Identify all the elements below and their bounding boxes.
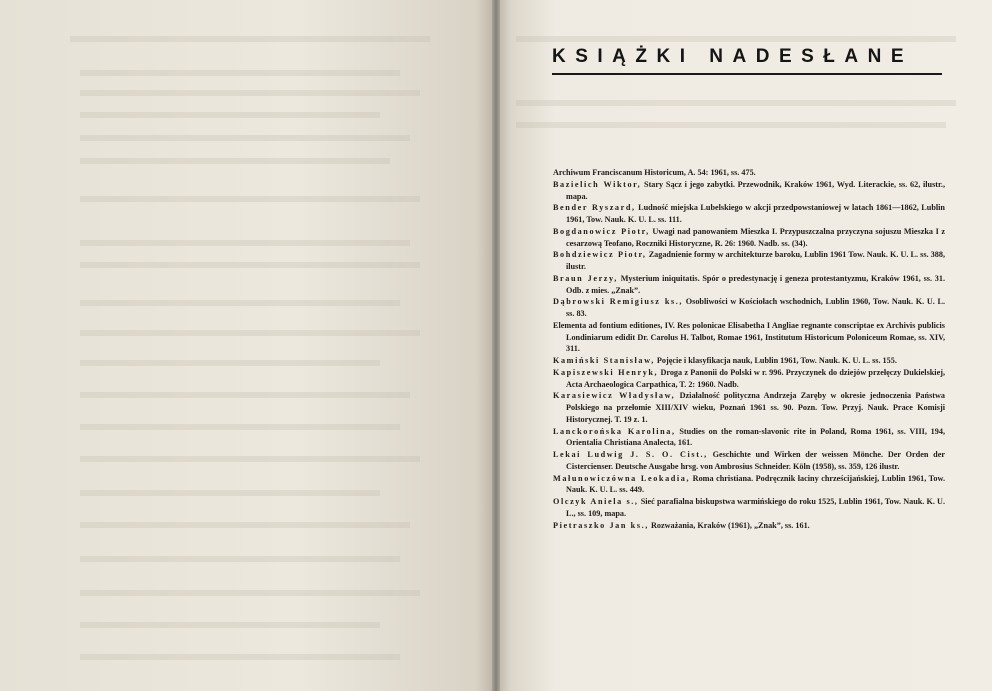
entry-author: Braun Jerzy, [553,273,618,283]
bleed-through-line [80,330,420,336]
entry-text: Stary Sącz i jego zabytki. Przewodnik, Kraków 1961, Wyd. Literackie, ss. 62, ilustr., mapa. [566,179,945,201]
entry-text: Uwagi nad panowaniem Mieszka I. Przypuszczalna przyczyna sojuszu Mieszka I z cesarzową Teofano, Roczniki Historyczne, R. 26: 1960. Nadb. ss. (34). [566,226,945,248]
bleed-through-line [80,112,380,118]
bleed-through-line [80,654,400,660]
entry-author: Małunowiczówna Leokadia, [553,473,691,483]
book-entry [553,320,945,355]
entry-text: Studies on the roman-slavonic rite in Poland, Roma 1961, ss. VIII, 194, Orientalia Christiana Analecta, 161. [566,426,945,448]
entry-text: Osobliwości w Kościołach wschodnich, Lublin 1960, Tow. Nauk. K. U. L. ss. 83. [566,297,945,318]
book-entry [553,390,945,425]
entry-text: Droga z Panonii do Polski w r. 996. Przyczynek do dziejów przełęczy Dukielskiej, Acta Archaeologica Carpathica, T. 2: 1960. Nadb. [566,367,945,389]
bleed-through-line [80,360,380,366]
entry-text: Działalność polityczna Andrzeja Zaręby w okresie jednoczenia Państwa Polskiego na przełomie XIII/XIV wieku, Poznań 1961 ss. 90. Pozn. Tow. Przyj. Nauk. Prace Komisji Historycznej. T. 19 z. 1. [566,391,945,424]
page-title: KSIĄŻKI NADESŁANE [552,46,914,67]
book-list [553,167,945,531]
book-entry [553,367,945,391]
book-entry [553,426,945,450]
bleed-through-line [80,158,390,164]
bleed-through-line [80,556,400,562]
bleed-through-line [80,590,420,596]
bleed-through-line [516,100,956,106]
book-entry [553,202,945,226]
title-underline [552,73,942,75]
entry-author: Lekai Ludwig J. S. O. Cist., [553,450,708,459]
entry-author: Pietraszko Jan ks., [553,520,649,530]
book-entry [553,179,945,203]
entry-author: Bender Ryszard, [553,203,636,213]
bleed-through-line [80,522,410,528]
book-entry [553,273,945,297]
book-entry [553,473,945,497]
bleed-through-line [80,424,400,430]
bleed-through-line [80,240,410,246]
bleed-through-line [80,392,410,398]
entry-text: Elementa ad fontium editiones, IV. Res polonicae Elisabetha I Angliae regnante conscriptae ex Archivis publicis Londiniarum edidit Dr. Carolus H. Talbot, Romae 1961, Institutum Historicum Poloniceum Romae, ss. XIV, 311. [553,320,945,354]
entry-text: Rozważania, Kraków (1961), „Znak”, ss. 161. [648,520,810,530]
entry-text: Pojęcie i klasyfikacja nauk, Lublin 1961, Tow. Nauk. K. U. L. ss. 155. [654,356,897,365]
entry-text: Roma christiana. Podręcznik łaciny chrześcijańskiej, Lublin 1961, Tow. Nauk. K. U. L. ss. 449. [566,473,945,495]
entry-author: Bazielich Wiktor, [553,179,642,189]
entry-author: Karasiewicz Władysław, [553,391,676,401]
bleed-through-line [516,36,956,42]
bleed-through-line [80,90,420,96]
bleed-through-line [80,70,400,76]
entry-text: Archiwum Franciscanum Historicum, A. 54: 1961, ss. 475. [553,168,756,177]
entry-author: Kapiszewski Henryk, [553,367,659,377]
book-entry [553,296,945,320]
bleed-through-line [80,622,380,628]
bleed-through-line [80,456,420,462]
book-entry [553,520,945,532]
bleed-through-line [516,122,946,128]
entry-text: Ludność miejska Lubelskiego w akcji przedpowstaniowej w latach 1861—1862, Lublin 1961, Tow. Nauk. K. U. L. ss. 111. [566,203,945,224]
book-entry [553,226,945,250]
entry-author: Dąbrowski Remigiusz ks., [553,297,684,307]
entry-author: Kamiński Stanisław, [553,356,655,365]
book-entry [553,496,945,520]
entry-author: Olczyk Aniela s., [553,497,639,506]
book-entry [553,167,945,179]
entry-text: Sieć parafialna biskupstwa warmińskiego do roku 1525, Lublin 1961, Tow. Nauk. K. U. L., ss. 109, mapa. [566,497,945,518]
entry-author: Lanckorońska Karolina, [553,426,676,436]
bleed-through-line [80,196,420,202]
entry-text: Mysterium iniquitatis. Spór o predestynację i geneza protestantyzmu, Kraków 1961, ss. 31. Odb. z mies. „Znak”. [566,273,945,295]
entry-text: Zagadnienie formy w architekturze baroku, Lublin 1961 Tow. Nauk. K. U. L. ss. 388, ilustr. [566,250,945,271]
book-entry [553,249,945,273]
book-gutter [492,0,500,691]
book-entry [553,355,945,367]
book-entry [553,449,945,473]
bleed-through-line [80,262,420,268]
entry-text: Geschichte und Wirken der weissen Mönche. Der Orden der Cistercienser. Deutsche Ausgabe hrsg. von Ambrosius Schneider. Köln (1958), ss. 359, 126 ilustr. [566,450,945,471]
entry-author: Bogdanowicz Piotr, [553,226,650,236]
bleed-through-line [80,300,400,306]
bleed-through-line [70,36,430,42]
bleed-through-line [80,135,410,141]
entry-author: Bohdziewicz Piotr, [553,250,647,260]
bleed-through-line [80,490,380,496]
